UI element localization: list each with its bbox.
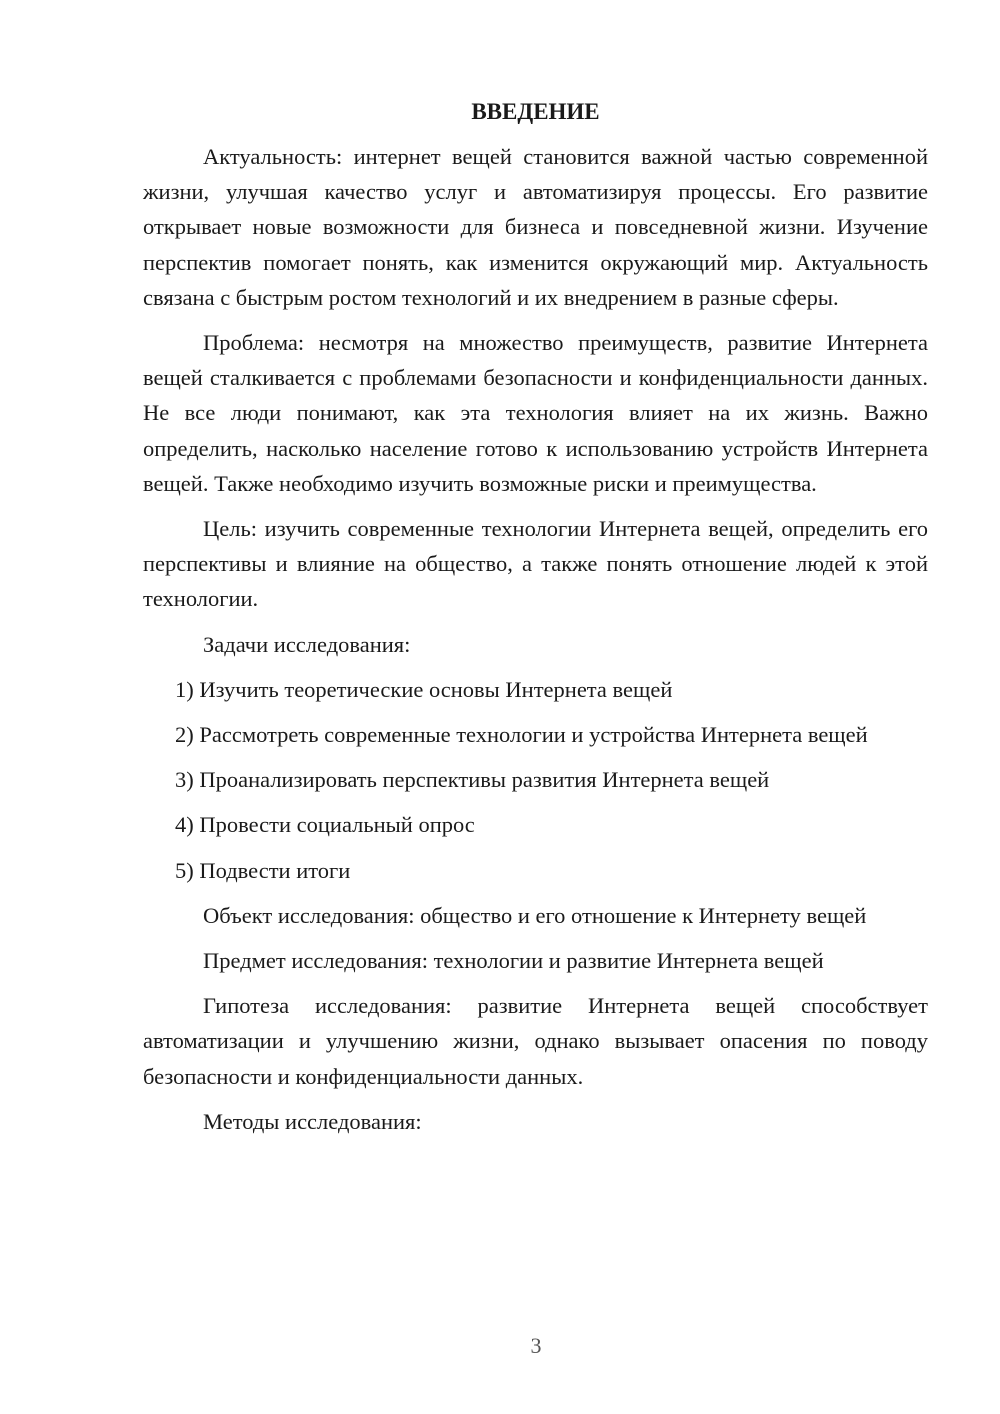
page-content [143,94,928,1149]
task-item: 3) Проанализировать перспективы развития Интернета вещей [175,767,770,793]
problem-paragraph: Проблема: несмотря на множество преимуществ, развитие Интернета вещей сталкивается с проблемами безопасности и конфиденциальности данных. Не все люди понимают, как эта технология влияет на их жизнь. Важно определить, насколько население готово к использованию устройств Интернета вещей. Также необходимо изучить возможные риски и преимущества. [143,330,928,496]
task-item: 5) Подвести итоги [175,857,351,883]
section-title: ВВЕДЕНИЕ [471,99,600,124]
hypothesis-paragraph: Гипотеза исследования: развитие Интернета вещей способствует автоматизации и улучшению жизни, однако вызывает опасения по поводу безопасности и конфиденциальности данных. [143,993,928,1089]
subject-paragraph: Предмет исследования: технологии и развитие Интернета вещей [203,948,824,974]
task-item: 1) Изучить теоретические основы Интернета вещей [175,676,673,702]
task-item: 4) Провести социальный опрос [175,812,475,838]
tasks-heading: Задачи исследования: [203,631,411,657]
goal-paragraph: Цель: изучить современные технологии Интернета вещей, определить его перспективы и влияние на общество, а также понять отношение людей к этой технологии. [143,516,928,612]
task-item: 2) Рассмотреть современные технологии и устройства Интернета вещей [175,722,868,748]
page-number: 3 [530,1333,542,1358]
object-paragraph: Объект исследования: общество и его отношение к Интернету вещей [203,902,867,928]
relevance-paragraph: Актуальность: интернет вещей становится важной частью современной жизни, улучшая качество услуг и автоматизируя процессы. Его развитие открывает новые возможности для бизнеса и повседневной жизни. Изучение перспектив помогает понять, как изменится окружающий мир. Актуальность связана с быстрым ростом технологий и их внедрением в разные сферы. [143,144,928,310]
methods-paragraph: Методы исследования: [203,1108,422,1134]
